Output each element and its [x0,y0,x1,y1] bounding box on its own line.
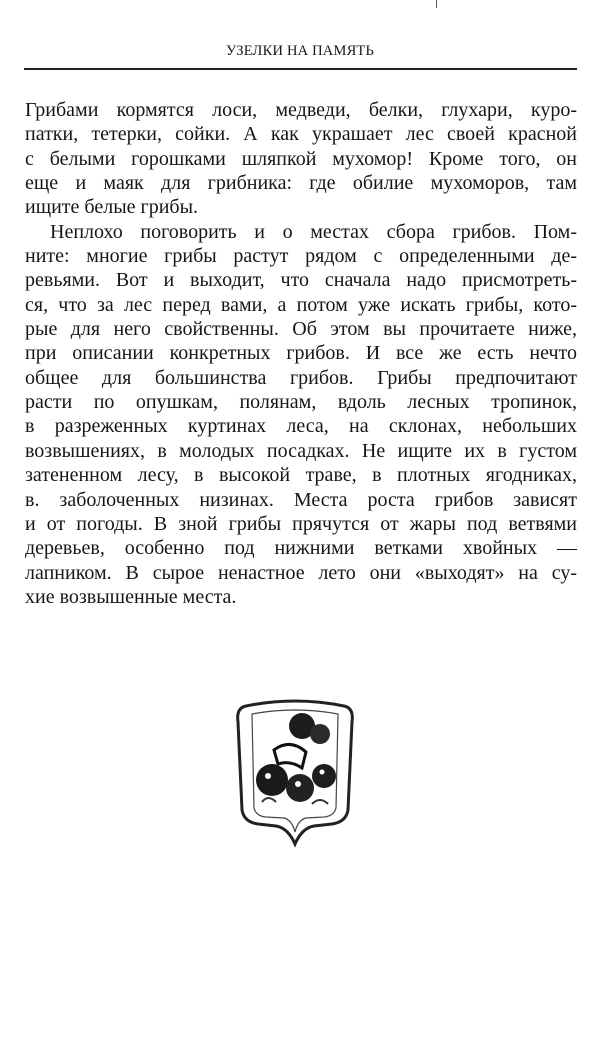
text-line: возвышениях, в молодых посадках. Не ищите их в густом [25,439,577,462]
mushroom-emblem-icon [232,698,358,848]
text-line: и от погоды. В зной грибы прячутся от жары под ветвями [25,512,577,535]
body-text [25,98,577,609]
text-line: затененном лесу, в высокой траве, в плотных ягодниках, [25,464,577,487]
header-rule [24,68,577,70]
text-line: хие возвышенные места. [25,585,237,608]
text-line: при описании конкретных грибов. И все же есть нечто [25,342,577,365]
text-line: деревьев, особенно под нижними ветками хвойных — [25,537,577,560]
text-line: с белыми горошками шляпкой мухомор! Кроме того, он [25,147,577,170]
text-line: в разреженных куртинах леса, на склонах, небольших [25,415,577,438]
text-line: ните: многие грибы растут рядом с определенными де- [25,245,577,268]
text-line: еще и маяк для грибника: где обилие мухоморов, там [25,172,577,195]
text-line: ся, что за лес перед вами, а потом уже искать грибы, кото- [25,293,577,316]
text-line: в. заболоченных низинах. Места роста грибов зависят [25,488,577,511]
running-head: УЗЕЛКИ НА ПАМЯТЬ [225,43,375,59]
text-line: общее для большинства грибов. Грибы предпочитают [25,366,577,389]
text-line: рые для него свойственны. Об этом вы прочитаете ниже, [25,318,577,341]
text-line: лапником. В сырое ненастное лето они «выходят» на су- [25,561,577,584]
page-edge-mark [436,0,437,8]
paragraph-2 [25,220,577,610]
text-line: ревьями. Вот и выходит, что сначала надо присмотреть- [25,269,577,292]
text-line: Неплохо поговорить и о местах сбора грибов. Пом- [50,220,577,243]
text-line: расти по опушкам, полянам, вдоль лесных тропинок, [25,391,577,414]
paragraph-1 [25,98,577,220]
text-line: Грибами кормятся лоси, медведи, белки, глухари, куро- [25,99,577,121]
text-line: патки, тетерки, сойки. А как украшает лес своей красной [25,123,577,146]
text-line: ищите белые грибы. [25,196,199,219]
